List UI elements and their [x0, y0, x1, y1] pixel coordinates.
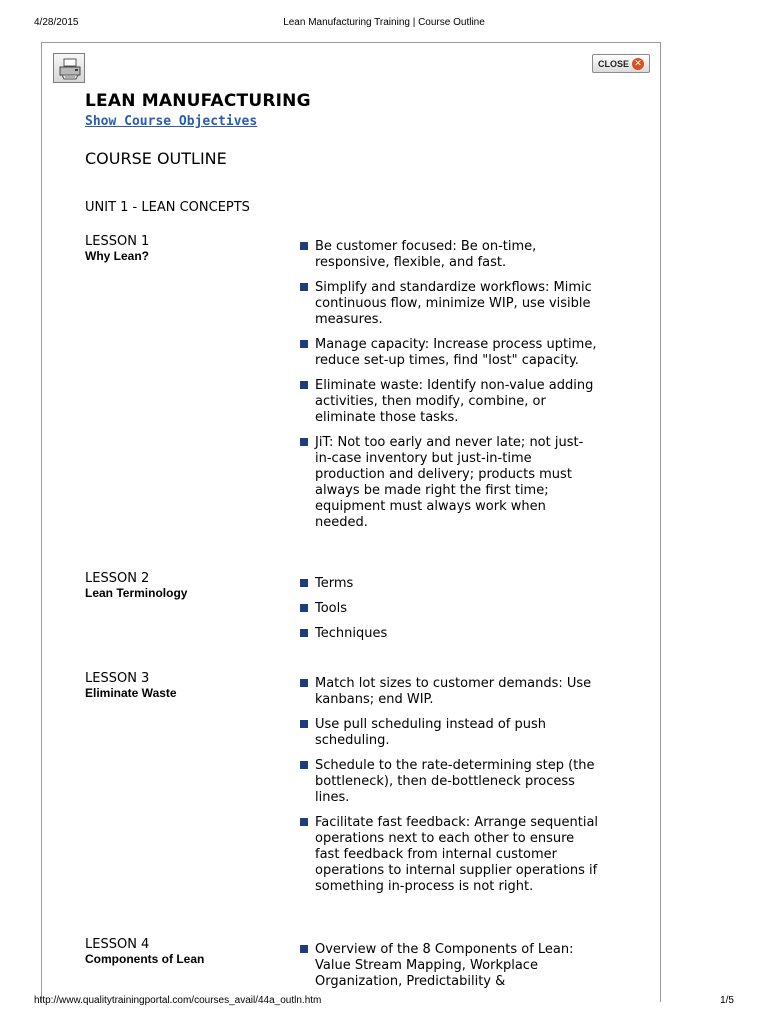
square-bullet-icon	[300, 720, 308, 728]
lesson-bullet-list	[299, 942, 599, 999]
square-bullet-icon	[300, 340, 308, 348]
square-bullet-icon	[300, 629, 308, 637]
bullet-text: Schedule to the rate-determining step (the bottleneck), then de-bottleneck process lines.	[315, 758, 595, 805]
print-header	[0, 17, 768, 31]
print-page-number: 1/5	[720, 995, 734, 1006]
bullet-text: Terms	[315, 576, 354, 591]
square-bullet-icon	[300, 604, 308, 612]
bullet-text: Match lot sizes to customer demands: Use kanbans; end WIP.	[315, 676, 592, 707]
print-date: 4/28/2015	[34, 17, 79, 28]
list-item	[299, 815, 599, 895]
bullet-text: Facilitate fast feedback: Arrange sequential operations next to each other to ensure fast feedback from internal customer operations to internal supplier operations if something in-process is not right.	[315, 815, 599, 894]
square-bullet-icon	[300, 283, 308, 291]
print-button[interactable]	[53, 53, 85, 83]
printer-icon	[57, 57, 83, 81]
square-bullet-icon	[300, 679, 308, 687]
course-outline-window	[41, 42, 661, 1002]
list-item	[299, 280, 599, 328]
list-item	[299, 717, 599, 749]
course-title: LEAN MANUFACTURING	[85, 91, 311, 111]
square-bullet-icon	[300, 818, 308, 826]
list-item	[299, 758, 599, 806]
list-item	[299, 435, 599, 531]
lesson-number: LESSON 4	[85, 937, 150, 952]
list-item	[299, 626, 599, 642]
bullet-text: Manage capacity: Increase process uptime, reduce set-up times, find "lost" capacity.	[315, 337, 597, 368]
bullet-text: Use pull scheduling instead of push scheduling.	[315, 717, 546, 748]
bullet-text: JiT: Not too early and never late; not just-in-case inventory but just-in-time production and delivery; products must always be made right the first time; equipment must always work when needed.	[315, 435, 584, 530]
lesson-name: Eliminate Waste	[85, 686, 177, 700]
square-bullet-icon	[300, 761, 308, 769]
list-item	[299, 676, 599, 708]
square-bullet-icon	[300, 579, 308, 587]
list-item	[299, 601, 599, 617]
bullet-text: Simplify and standardize workflows: Mimic continuous flow, minimize WIP, use visible measures.	[315, 280, 592, 327]
close-button[interactable]	[592, 54, 650, 73]
bullet-text: Be customer focused: Be on-time, responsive, flexible, and fast.	[315, 239, 537, 270]
unit-heading: UNIT 1 - LEAN CONCEPTS	[85, 200, 250, 215]
close-button-label: CLOSE	[597, 58, 629, 69]
list-item	[299, 378, 599, 426]
square-bullet-icon	[300, 381, 308, 389]
square-bullet-icon	[300, 242, 308, 250]
print-footer	[0, 995, 768, 1009]
print-url: http://www.qualitytrainingportal.com/courses_avail/44a_outln.htm	[34, 995, 322, 1006]
bullet-text: Tools	[315, 601, 348, 616]
square-bullet-icon	[300, 438, 308, 446]
lesson-bullet-list	[299, 576, 599, 651]
lesson-number: LESSON 3	[85, 671, 150, 686]
lesson-name: Components of Lean	[85, 952, 205, 966]
bullet-text: Overview of the 8 Components of Lean: Value Stream Mapping, Workplace Organization, Predictability &	[315, 942, 574, 989]
list-item	[299, 337, 599, 369]
lesson-name: Why Lean?	[85, 249, 150, 263]
show-course-objectives-link[interactable]: Show Course Objectives	[85, 114, 258, 129]
lesson-name: Lean Terminology	[85, 586, 188, 600]
lesson-bullet-list	[299, 676, 599, 904]
print-page-title: Lean Manufacturing Training | Course Outline	[283, 17, 485, 28]
list-item	[299, 942, 599, 990]
lesson-bullet-list	[299, 239, 599, 540]
lesson-number: LESSON 2	[85, 571, 150, 586]
square-bullet-icon	[300, 945, 308, 953]
course-outline-heading: COURSE OUTLINE	[85, 149, 227, 168]
list-item	[299, 576, 599, 592]
bullet-text: Techniques	[315, 626, 388, 641]
list-item	[299, 239, 599, 271]
lesson-number: LESSON 1	[85, 234, 150, 249]
close-icon: ✕	[632, 58, 644, 70]
bullet-text: Eliminate waste: Identify non-value adding activities, then modify, combine, or eliminate those tasks.	[315, 378, 594, 425]
